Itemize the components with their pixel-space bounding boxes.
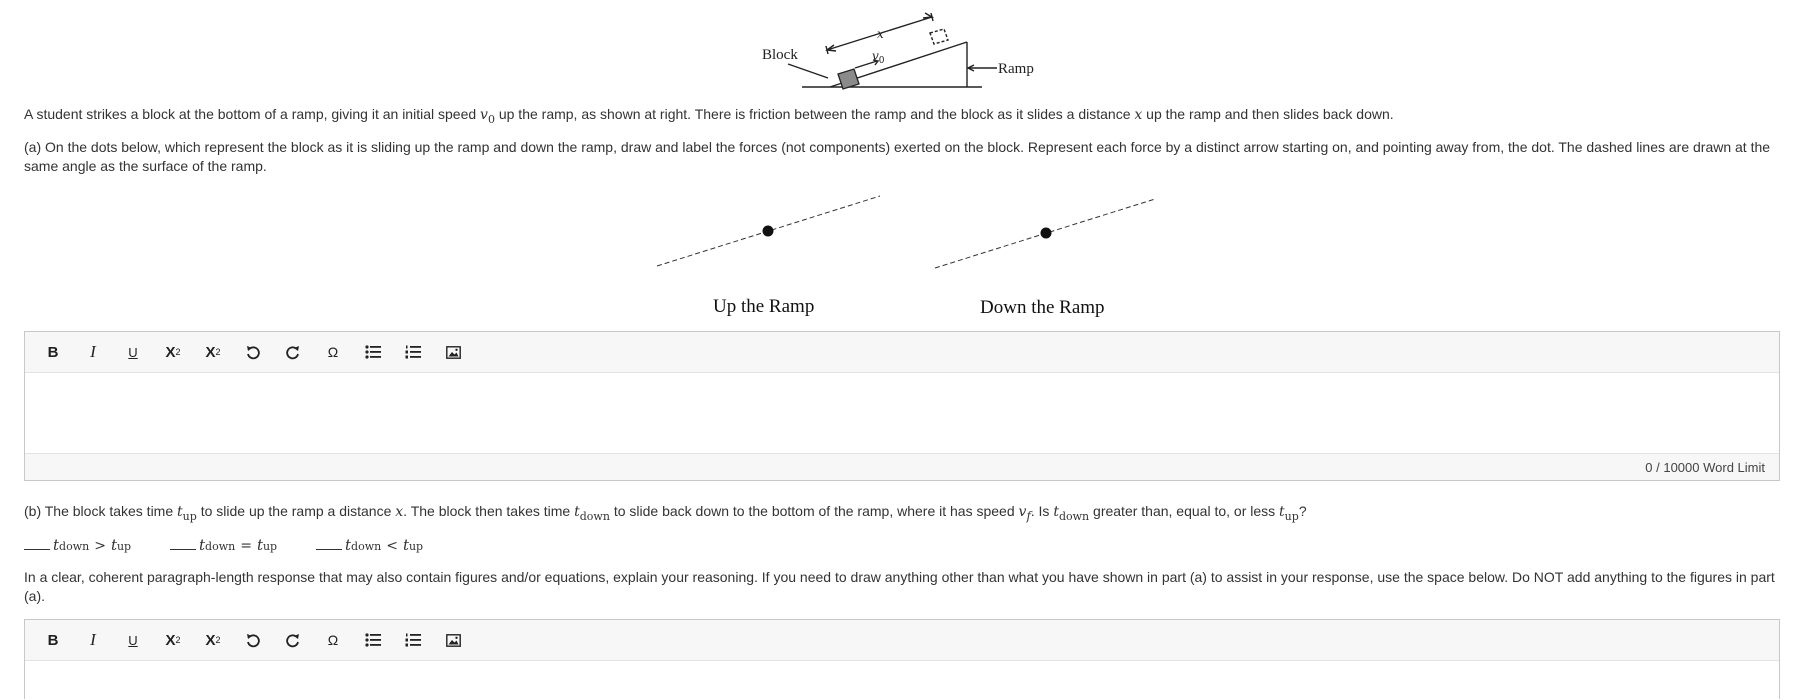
numbered-list-button[interactable] (393, 337, 433, 367)
underline-button[interactable]: U (128, 632, 138, 648)
insert-image-button[interactable] (433, 337, 473, 367)
editor-toolbar (25, 332, 1779, 373)
bulleted-list-icon (365, 345, 381, 359)
redo-button[interactable] (273, 337, 313, 367)
choice-equal-blank[interactable] (170, 539, 196, 550)
word-limit-text: / 10000 Word Limit (1656, 459, 1765, 475)
ramp-label: Ramp (998, 61, 1034, 77)
answer-text-area[interactable] (25, 373, 1779, 453)
choice-less-blank[interactable] (316, 539, 342, 550)
part-a-prompt: (a) On the dots below, which represent the block as it is sliding up the ramp and down the ramp, draw and label the forces (not components) exerted on the block. Represent each force by a distinct arrow starting on, and pointing away from, the dot. The dashed lines are drawn at the same angle as the surface of the ramp. (24, 139, 1771, 174)
choice-greater-blank[interactable] (24, 539, 50, 550)
down-ramp-label: Down the Ramp (980, 297, 1105, 318)
up-ramp-dot (763, 226, 774, 237)
bulleted-list-button[interactable] (353, 625, 393, 655)
undo-button[interactable] (233, 625, 273, 655)
subscript-button[interactable]: X 2 (205, 631, 221, 649)
editor-toolbar (25, 620, 1779, 661)
up-ramp-label: Up the Ramp (713, 296, 815, 317)
block-shape (838, 69, 859, 89)
underline-button[interactable]: U (128, 344, 138, 360)
bulleted-list-icon (365, 633, 381, 647)
bold-button[interactable]: B (47, 631, 59, 649)
explain-prompt: In a clear, coherent paragraph-length response that may also contain figures and/or equations, explain your reasoning. If you need to draw anything other than what you have shown in part (a) to assist in your response, use the space below. Do NOT add anything to the figures in part (a). (24, 569, 1775, 604)
undo-button[interactable] (233, 337, 273, 367)
bulleted-list-button[interactable] (353, 337, 393, 367)
image-icon (446, 346, 461, 359)
superscript-button[interactable]: X 2 (165, 631, 181, 649)
force-diagrams (650, 190, 1170, 320)
image-icon (446, 634, 461, 647)
distance-x-label: x (877, 27, 884, 41)
numbered-list-icon (405, 345, 421, 359)
answer-text-area[interactable] (25, 661, 1779, 699)
subscript-button[interactable]: X 2 (205, 343, 221, 361)
italic-button[interactable]: I (90, 630, 96, 649)
choice-greater[interactable]: t down > t up (24, 536, 131, 554)
redo-icon (285, 632, 301, 648)
part-b-prompt: (b) The block takes time $t_{up}$ to slide up the ramp a distance x. The block then takes time $t_{down}$ to slide back down to the bottom of the ramp, where it has speed $v_f$. Is $t_{down}$ greater than, equal to, or less $t_{up}$? (24, 503, 1307, 523)
word-limit-counter (25, 453, 1779, 480)
insert-image-button[interactable] (433, 625, 473, 655)
intro-paragraph: A student strikes a block at the bottom of a ramp, giving it an initial speed $v_0$ up the ramp, as shown at right. There is friction between the ramp and the block as it slides a distance x up the ramp and then slides back down. (24, 106, 1394, 126)
redo-button[interactable] (273, 625, 313, 655)
bold-button[interactable]: B (47, 343, 59, 361)
italic-button[interactable]: I (90, 342, 96, 361)
numbered-list-icon (405, 633, 421, 647)
choice-less[interactable]: t down < t up (316, 536, 423, 554)
ramp-figure (760, 12, 1060, 92)
block-label: Block (762, 47, 798, 63)
answer-editor-a (24, 331, 1780, 481)
undo-icon (245, 632, 261, 648)
undo-icon (245, 344, 261, 360)
v0-label: $v_0$ (872, 49, 885, 66)
superscript-button[interactable]: X 2 (165, 343, 181, 361)
special-character-button[interactable]: Ω (327, 632, 339, 648)
down-ramp-dot (1041, 228, 1052, 239)
special-character-button[interactable]: Ω (327, 344, 339, 360)
answer-editor-b (24, 619, 1780, 699)
ramp-figure-lines (788, 13, 997, 87)
redo-icon (285, 344, 301, 360)
choice-equal[interactable]: t down = t up (170, 536, 277, 554)
numbered-list-button[interactable] (393, 625, 433, 655)
word-count: 0 (1645, 459, 1653, 475)
